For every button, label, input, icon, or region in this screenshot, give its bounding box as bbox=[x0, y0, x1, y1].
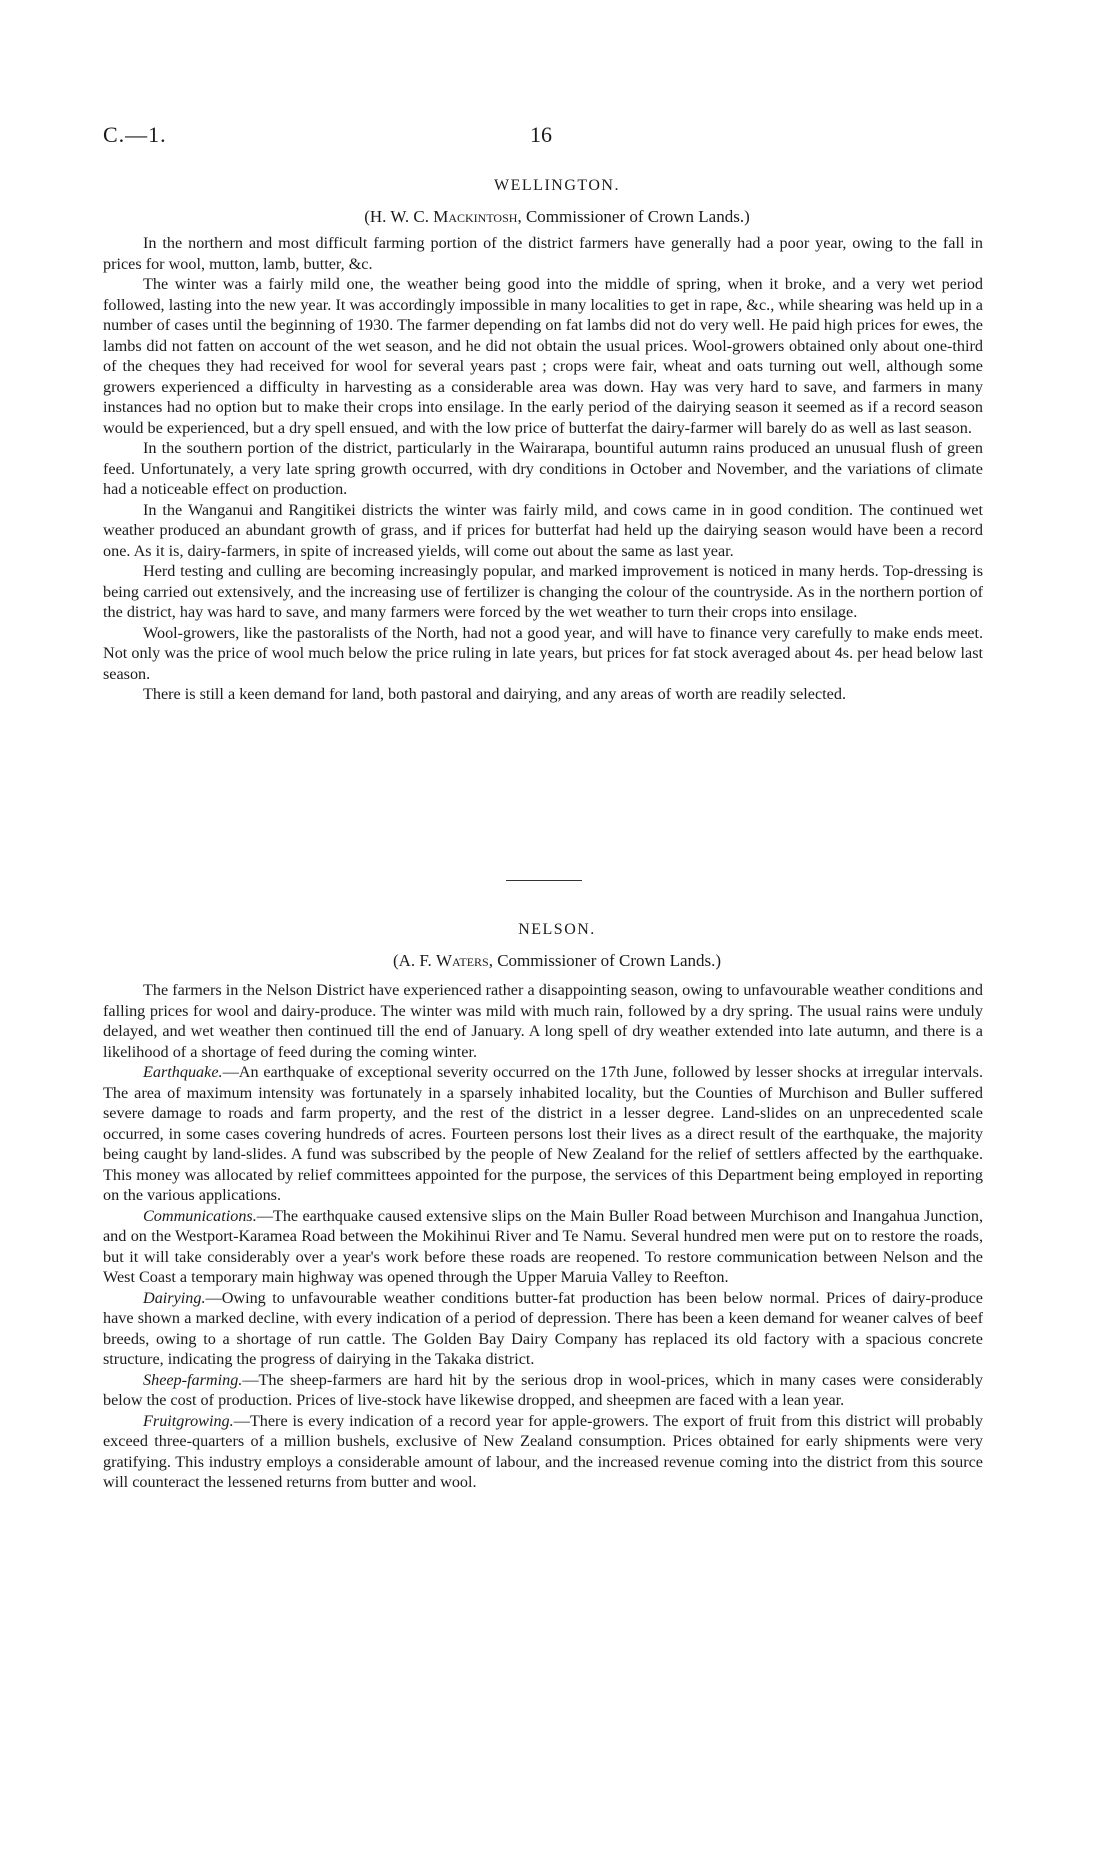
wellington-paragraph-7: There is still a keen demand for land, both pastoral and dairying, and any areas of worth are readily selected. bbox=[143, 685, 846, 703]
nelson-sheep-paragraph bbox=[103, 1370, 983, 1411]
wellington-paragraph-4: In the Wanganui and Rangitikei districts the winter was fairly mild, and cows came in in good condition. The continued wet weather produced an abundant growth of grass, and if prices for butterfat had held up the dairying season would have been a record one. As it is, dairy-farmers, in spite of increased yields, will come out about the same as last year. bbox=[103, 500, 983, 560]
wellington-paragraph-6: Wool-growers, like the pastoralists of the North, had not a good year, and will have to finance very carefully to make ends meet. Not only was the price of wool much below the price ruling in late years, but prices for fat stock averaged about 4s. per head below last season. bbox=[103, 623, 983, 683]
fruitgrowing-text: —There is every indication of a record year for apple-growers. The export of fruit from this district will probably exceed three-quarters of a million bushels, exclusive of New Zealand consumption. Prices obtained for early shipments were very gratifying. This industry employs a considerable amount of labour, and the increased revenue coming into the district from this source will counteract the lessened returns from butter and wool. bbox=[103, 1411, 983, 1491]
communications-subheading: Communications. bbox=[143, 1206, 257, 1225]
wellington-paragraph-1: In the northern and most difficult farming portion of the district farmers have generally had a poor year, owing to the fall in prices for wool, mutton, lamb, butter, &c. bbox=[103, 234, 983, 273]
nelson-intro: The farmers in the Nelson District have experienced rather a disappointing season, owing to unfavourable weather conditions and falling prices for wool and dairy-produce. The winter was mild with much rain, followed by a dry spring. The usual rains were unduly delayed, and wet weather then continued till the end of January. A long spell of dry weather extended into late autumn, and there is a likelihood of a shortage of feed during the coming winter. bbox=[103, 981, 983, 1061]
dairying-subheading: Dairying. bbox=[143, 1288, 206, 1307]
wellington-commissioner-close: , Commissioner of Crown Lands.) bbox=[517, 207, 750, 226]
nelson-dairying-paragraph bbox=[103, 1288, 983, 1370]
earthquake-text: —An earthquake of exceptional severity occurred on the 17th June, followed by lesser shocks at irregular intervals. The area of maximum intensity was fortunately in a sparsely inhabited locality, but the Counties of Murchison and Buller suffered severe damage to roads and farm property, and the rest of the district in a lesser degree. Land-slides on an unprecedented scale occurred, in some cases covering hundreds of acres. Fourteen persons lost their lives as a direct result of the earthquake, the majority being caught by land-slides. A fund was subscribed by the people of New Zealand for the relief of settlers affected by the earthquake. This money was allocated by relief committees appointed for the purpose, the services of this Department being employed in reporting on the various applications. bbox=[103, 1063, 983, 1204]
wellington-body bbox=[103, 233, 983, 705]
page-number: 16 bbox=[530, 122, 552, 147]
earthquake-subheading: Earthquake. bbox=[143, 1063, 223, 1081]
nelson-earthquake-paragraph bbox=[103, 1062, 983, 1206]
communications-text: —The earthquake caused extensive slips on the Main Buller Road between Murchison and Inangahua Junction, and on the Westport-Karamea Road between the Mokihinui River and Te Namu. Several hundred men were put on to restore the roads, but it will take considerably over a year's work before these roads are reopened. To restore communication between Nelson and the West Coast a temporary main highway was opened through the Upper Maruia Valley to Reefton. bbox=[103, 1206, 983, 1286]
sheep-farming-subheading: Sheep-farming. bbox=[143, 1370, 243, 1389]
wellington-commissioner-name: Mackintosh bbox=[433, 207, 518, 226]
fruitgrowing-subheading: Fruitgrowing. bbox=[143, 1411, 234, 1430]
nelson-body bbox=[103, 980, 983, 1493]
wellington-heading: WELLINGTON. bbox=[494, 177, 620, 194]
wellington-commissioner-open: (H. W. C. bbox=[364, 207, 434, 226]
section-divider bbox=[506, 880, 582, 881]
nelson-fruit-paragraph bbox=[103, 1411, 983, 1493]
dairying-text: —Owing to unfavourable weather conditions butter-fat production has been below normal. Prices of dairy-produce have shown a marked decline, with every indication of a period of depression. There has been a keen demand for weaner calves of beef breeds, owing to a shortage of run cattle. The Golden Bay Dairy Company has replaced its old factory with a spacious concrete structure, indicating the progress of dairying in the Takaka district. bbox=[103, 1288, 983, 1368]
wellington-paragraph-5: Herd testing and culling are becoming increasingly popular, and marked improvement is noticed in many herds. Top-dressing is being carried out extensively, and the increasing use of fertilizer is changing the colour of the countryside. As in the northern portion of the district, hay was hard to save, and many farmers were forced by the wet weather to turn their crops into ensilage. bbox=[103, 562, 983, 621]
wellington-paragraph-2: The winter was a fairly mild one, the weather being good into the middle of spring, when it broke, and a very wet period followed, lasting into the new year. It was accordingly impossible in many localities to get in rape, &c., while shearing was held up in a number of cases until the beginning of 1930. The farmer depending on fat lambs did not do very well. He paid high prices for ewes, the lambs did not fatten on account of the wet season, and he did not obtain the usual prices. Wool-growers obtained only about one-third of the cheques they had received for wool for several years past ; crops were fair, wheat and oats turning out well, although some growers experienced a difficulty in harvesting as a considerable area was down. Hay was very hard to save, and farmers in many instances had no option but to make their crops into ensilage. In the early period of the dairying season it seemed as if a record season would be experienced, but a dry spell ensued, and with the low price of butterfat the dairy-farmer will barely do as well as last season. bbox=[103, 275, 983, 437]
nelson-commissioner-close: , Commissioner of Crown Lands.) bbox=[488, 951, 722, 970]
wellington-paragraph-3: In the southern portion of the district, particularly in the Wairarapa, bountiful autumn rains produced an unusual flush of green feed. Unfortunately, a very late spring growth occurred, with dry conditions in October and November, and the variations of climate had a noticeable effect on production. bbox=[103, 439, 983, 498]
wellington-commissioner bbox=[0, 207, 1114, 227]
nelson-commissioner-name: Waters bbox=[435, 951, 489, 970]
nelson-communications-paragraph bbox=[103, 1206, 983, 1288]
sheep-farming-text: —The sheep-farmers are hard hit by the serious drop in wool-prices, which in many cases were considerably below the cost of production. Prices of live-stock have likewise dropped, and sheepmen are faced with a lean year. bbox=[103, 1370, 983, 1409]
nelson-commissioner-open: (A. F. bbox=[392, 951, 436, 970]
document-reference: C.—1. bbox=[103, 122, 167, 147]
nelson-commissioner bbox=[0, 951, 1114, 971]
nelson-heading: NELSON. bbox=[518, 921, 596, 938]
